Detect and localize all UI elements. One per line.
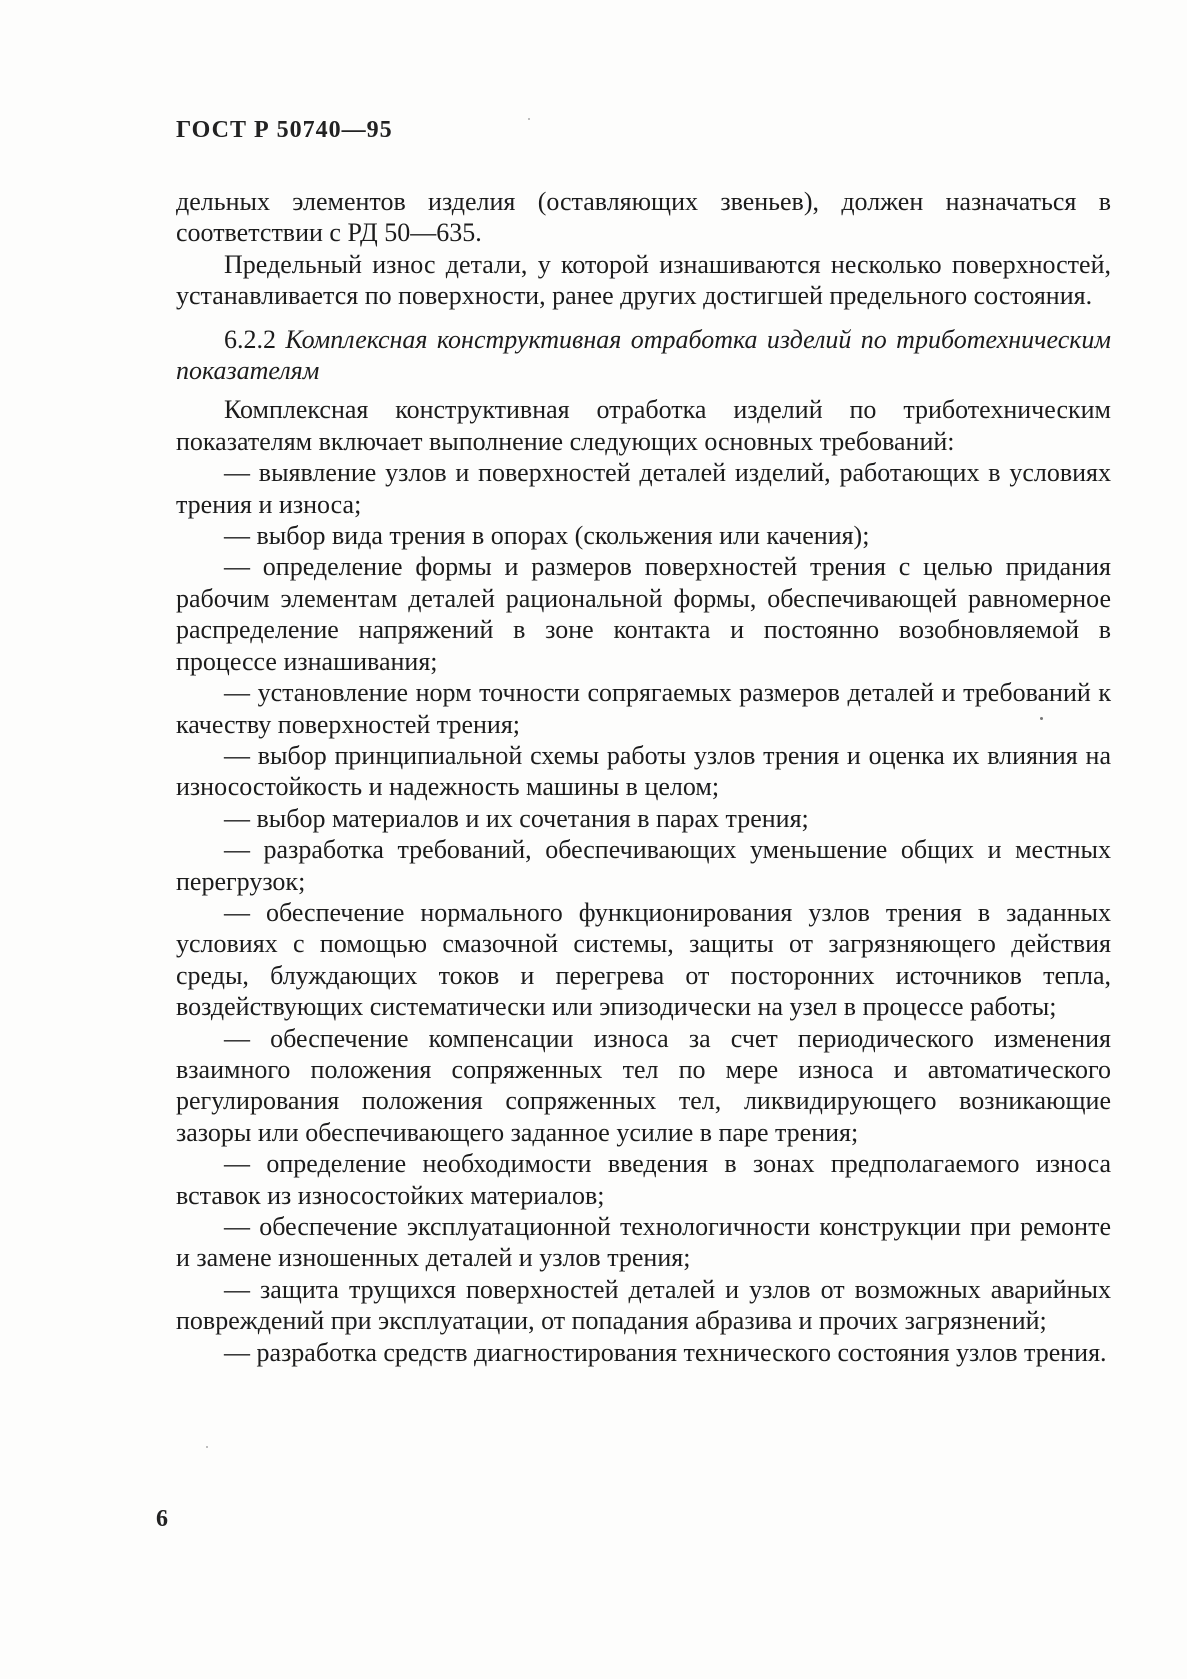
list-item: — защита трущихся поверхностей деталей и узлов от возможных аварийных повреждений при эксплуатации, от попадания абразива и прочих загрязнений; xyxy=(176,1274,1111,1336)
scan-speck xyxy=(1040,717,1043,720)
section-heading xyxy=(176,324,1111,387)
list-item: — выявление узлов и поверхностей деталей изделий, работающих в условиях трения и износа; xyxy=(176,458,1111,519)
list-item: — определение формы и размеров поверхностей трения с целью придания рабочим элементам деталей рациональной формы, обеспечивающей равномерное распределение напряжений в зоне контакта и постоянно возобновляемой в процессе изнашивания; xyxy=(176,552,1111,676)
list-item: — обеспечение компенсации износа за счет периодического изменения взаимного положения сопряженных тел по мере износа и автоматического регулирования положения сопряженных тел, ликвидирующего возникающие зазоры или обеспечивающего заданное усилие в паре трения; xyxy=(176,1023,1111,1147)
list-item: — обеспечение нормального функционирования узлов трения в заданных условиях с помощью смазочной системы, защиты от загрязняющего действия среды, блуждающих токов и перегрева от посторонних источников тепла, воздействующих систематически или эпизодически на узел в процессе работы; xyxy=(176,897,1111,1022)
list-item: — разработка средств диагностирования технического состояния узлов трения. xyxy=(224,1337,1107,1367)
list-item: — выбор материалов и их сочетания в парах трения; xyxy=(224,803,809,833)
section-number: 6.2.2 xyxy=(224,324,276,354)
paragraph-continuation: дельных элементов изделия (оставляющих звеньев), должен назначаться в соответствии с РД 50—635. xyxy=(176,187,1111,248)
list-item: — обеспечение эксплуатационной технологичности конструкции при ремонте и замене изношенных деталей и узлов трения; xyxy=(176,1212,1111,1273)
scan-speck xyxy=(206,1446,208,1448)
list-item: — выбор принципиальной схемы работы узлов трения и оценка их влияния на износостойкость и надежность машины в целом; xyxy=(176,740,1111,802)
list-item: — выбор вида трения в опорах (скольжения или качения); xyxy=(224,521,870,551)
section-title: Комплексная конструктивная отработка изделий по триботехническим показателям xyxy=(176,324,1111,386)
body-text xyxy=(176,186,1111,1368)
list-item: — разработка требований, обеспечивающих уменьшение общих и местных перегрузок; xyxy=(176,835,1111,896)
scan-speck xyxy=(528,118,530,120)
list-item: — определение необходимости введения в зонах предполагаемого износа вставок из износостойких материалов; xyxy=(176,1149,1111,1210)
requirements-list xyxy=(176,457,1111,1368)
list-item: — установление норм точности сопрягаемых размеров деталей и требований к качеству поверхностей трения; xyxy=(176,678,1111,739)
page-header: ГОСТ Р 50740—95 xyxy=(176,117,393,143)
page-number: 6 xyxy=(156,1506,168,1532)
paragraph-wear-limit: Предельный износ детали, у которой изнашиваются несколько поверхностей, устанавливается по поверхности, ранее других достигшей предельного состояния. xyxy=(176,249,1111,311)
paragraph-intro: Комплексная конструктивная отработка изделий по триботехническим показателям включает выполнение следующих основных требований: xyxy=(176,395,1111,456)
